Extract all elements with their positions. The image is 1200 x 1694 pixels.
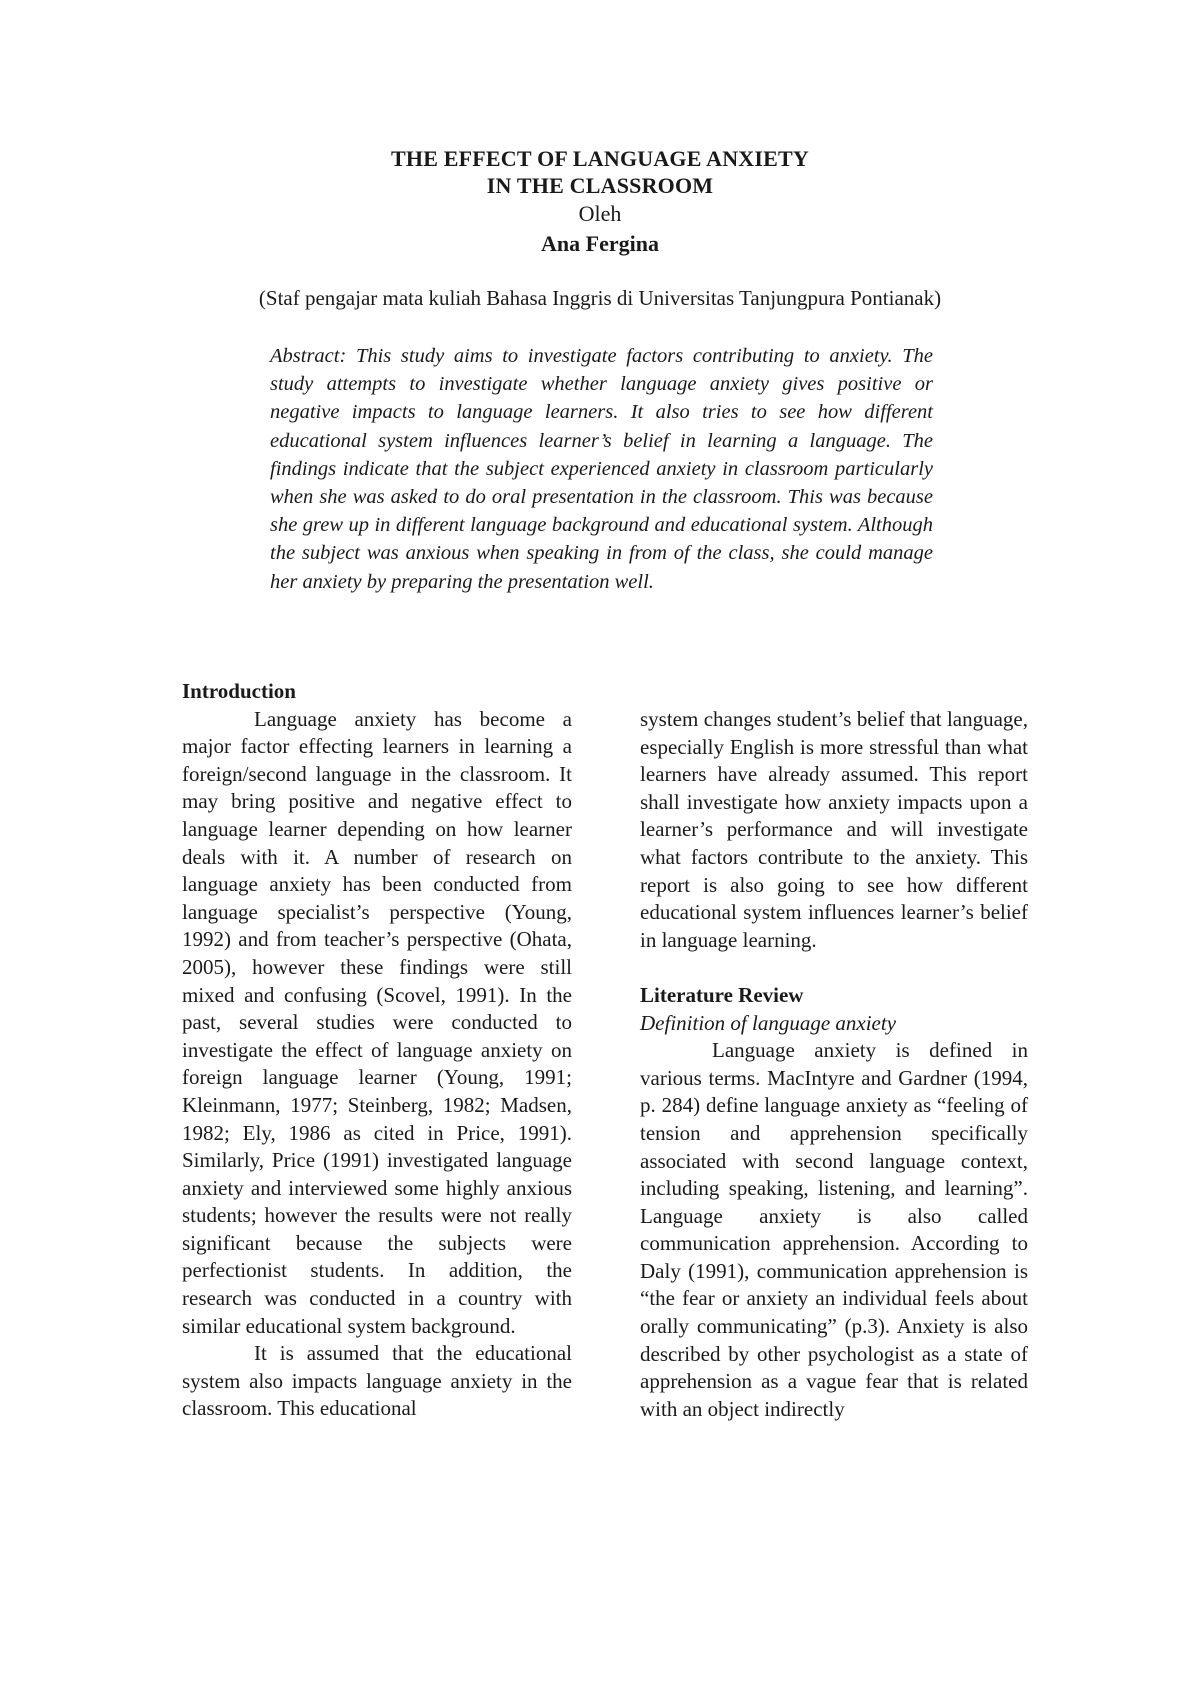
- paper-header: [0, 145, 1200, 259]
- literature-review-paragraph-1: Language anxiety is defined in various terms. MacIntyre and Gardner (1994, p. 284) define language anxiety as “feeling of tension and apprehension specifically associated with second language context, including speaking, listening, and learning”. Language anxiety is also called communication apprehension. According to Daly (1991), communication apprehension is “the fear or anxiety an individual feels about orally communicating” (p.3). Anxiety is also described by other psychologist as a state of apprehension as a vague fear that is related with an object indirectly: [640, 1038, 1028, 1421]
- paper-title-line-2: IN THE CLASSROOM: [486, 173, 714, 198]
- right-column: [640, 706, 1028, 1423]
- introduction-paragraph-2-continued: system changes student’s belief that language, especially English is more stressful than what learners have already assumed. This report shall investigate how anxiety impacts upon a learner’s performance and will investigate what factors contribute to the anxiety. This report is also going to see how different educational system influences learner’s belief in language learning.: [640, 707, 1028, 952]
- section-spacer: [640, 954, 1028, 982]
- paper-title-line-1: THE EFFECT OF LANGUAGE ANXIETY: [391, 146, 809, 171]
- definition-subheading: Definition of language anxiety: [640, 1010, 897, 1035]
- literature-review-heading: Literature Review: [640, 982, 804, 1007]
- byline-label: Oleh: [578, 201, 622, 226]
- author-affiliation: (Staf pengajar mata kuliah Bahasa Inggris di Universitas Tanjungpura Pontianak): [258, 286, 942, 310]
- abstract: Abstract: This study aims to investigate factors contributing to anxiety. The study attempts to investigate whether language anxiety gives positive or negative impacts to language learners. It also tries to see how different educational system influences learner’s belief in learning a language. The findings indicate that the subject experienced anxiety in classroom particularly when she was asked to do oral presentation in the classroom. This was because she grew up in different language background and educational system. Although the subject was anxious when speaking in from of the class, she could manage her anxiety by preparing the presentation well.: [270, 345, 933, 593]
- introduction-paragraph-2: It is assumed that the educational system also impacts language anxiety in the classroom. This educational: [182, 1341, 572, 1421]
- introduction-heading: Introduction: [182, 679, 296, 703]
- introduction-paragraph-1: Language anxiety has become a major factor effecting learners in learning a foreign/second language in the classroom. It may bring positive and negative effect to language learner depending on how learner deals with it. A number of research on language anxiety has been conducted from language specialist’s perspective (Young, 1992) and from teacher’s perspective (Ohata, 2005), however these findings were still mixed and confusing (Scovel, 1991). In the past, several studies were conducted to investigate the effect of language anxiety on foreign language learner (Young, 1991; Kleinmann, 1977; Steinberg, 1982; Madsen, 1982; Ely, 1986 as cited in Price, 1991). Similarly, Price (1991) investigated language anxiety and interviewed some highly anxious students; however the results were not really significant because the subjects were perfectionist students. In addition, the research was conducted in a country with similar educational system background.: [182, 706, 572, 1338]
- author-name: Ana Fergina: [541, 231, 659, 256]
- left-column: [182, 678, 572, 1423]
